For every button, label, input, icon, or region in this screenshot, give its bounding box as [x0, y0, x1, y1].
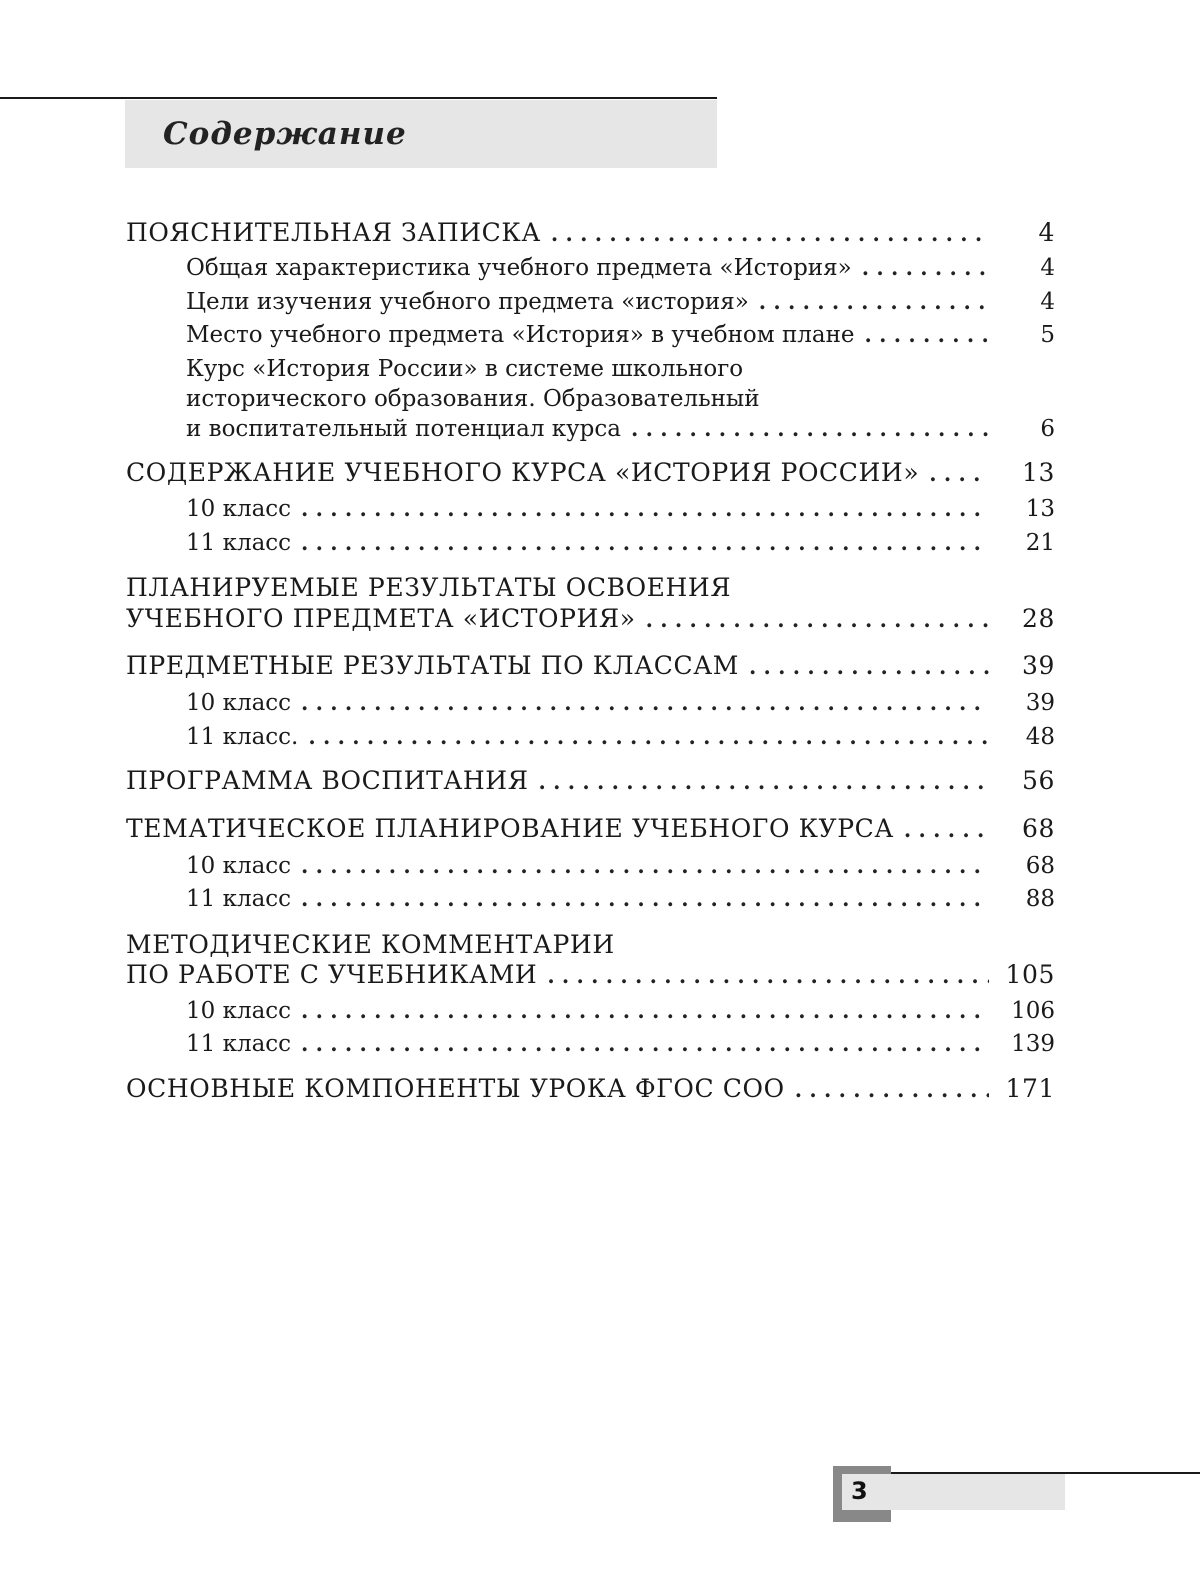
toc-entry-title: ПРОГРАММА ВОСПИТАНИЯ: [126, 766, 529, 795]
dot-leader: [539, 769, 989, 794]
toc-subentry[interactable]: [186, 289, 1055, 323]
page-number: 3: [851, 1477, 868, 1505]
toc-entry[interactable]: [126, 766, 1055, 800]
toc-entry-title: 10 класс: [186, 496, 292, 522]
toc-entry-title: 11 класс: [186, 530, 292, 556]
dot-leader: [301, 1031, 989, 1056]
dot-leader: [301, 853, 989, 878]
toc-entry[interactable]: [126, 218, 1055, 252]
toc-entry-page: 139: [1011, 1031, 1055, 1057]
toc-entry-page: 4: [1040, 255, 1055, 281]
toc-subentry[interactable]: [186, 322, 1055, 356]
toc-entry-page: 68: [1021, 814, 1055, 843]
toc-entry-title-line: исторического образования. Образовательный: [186, 386, 760, 412]
toc-entry-page: 39: [1025, 690, 1055, 716]
toc-entry-page: 28: [1021, 604, 1055, 633]
toc-subentry[interactable]: [186, 853, 1055, 887]
toc-entry-page: 88: [1025, 886, 1055, 912]
toc-entry-page: 21: [1025, 530, 1055, 556]
toc-subentry-line[interactable]: [186, 386, 1055, 420]
toc-entry-title: Общая характеристика учебного предмета «История»: [186, 255, 852, 281]
toc-entry-page: 56: [1021, 766, 1055, 795]
toc-entry-title: Место учебного предмета «История» в учебном плане: [186, 322, 855, 348]
toc-entry-title-line: ПЛАНИРУЕМЫЕ РЕЗУЛЬТАТЫ ОСВОЕНИЯ: [126, 573, 732, 602]
dot-leader: [862, 255, 989, 280]
dot-leader: [308, 724, 989, 749]
toc-entry-page: 105: [1005, 960, 1055, 989]
toc-subentry-line[interactable]: [186, 356, 1055, 390]
toc-entry[interactable]: [126, 1074, 1055, 1108]
toc-subentry[interactable]: [186, 998, 1055, 1032]
dot-leader: [795, 1077, 989, 1102]
toc-entry[interactable]: [126, 604, 1055, 638]
toc-entry-title: ТЕМАТИЧЕСКОЕ ПЛАНИРОВАНИЕ УЧЕБНОГО КУРСА: [126, 814, 894, 843]
toc-entry[interactable]: [126, 458, 1055, 492]
dot-leader: [551, 221, 989, 246]
toc-subentry[interactable]: [186, 255, 1055, 289]
toc-entry-page: 4: [1040, 289, 1055, 315]
toc-entry-title: ПОЯСНИТЕЛЬНАЯ ЗАПИСКА: [126, 218, 541, 247]
toc-entry-page: 4: [1038, 218, 1055, 247]
toc-entry-title: 10 класс: [186, 853, 292, 879]
toc-entry-title-line: Курс «История России» в системе школьного: [186, 356, 744, 382]
dot-leader: [547, 963, 989, 988]
toc-entry-page: 13: [1021, 458, 1055, 487]
toc-entry-title-line: МЕТОДИЧЕСКИЕ КОММЕНТАРИИ: [126, 930, 615, 959]
toc-subentry[interactable]: [186, 886, 1055, 920]
page-title: Содержание: [163, 116, 407, 152]
toc-entry-page: 5: [1040, 322, 1055, 348]
dot-leader: [904, 817, 989, 842]
toc-entry-line[interactable]: [126, 573, 1055, 607]
toc-entry-title: 10 класс: [186, 690, 292, 716]
toc-entry-page: 106: [1011, 998, 1055, 1024]
toc-entry-title: ОСНОВНЫЕ КОМПОНЕНТЫ УРОКА ФГОС СОО: [126, 1074, 785, 1103]
dot-leader: [301, 496, 989, 521]
toc-entry-title-line: ПО РАБОТЕ С УЧЕБНИКАМИ: [126, 960, 538, 989]
toc-subentry[interactable]: [186, 416, 1055, 450]
dot-leader: [759, 289, 989, 314]
toc-entry-page: 6: [1040, 416, 1055, 442]
dot-leader: [301, 690, 989, 715]
toc-subentry[interactable]: [186, 724, 1055, 758]
toc-entry-page: 171: [1005, 1074, 1055, 1103]
toc-entry-page: 48: [1025, 724, 1055, 750]
toc-entry[interactable]: [126, 960, 1055, 994]
toc-entry-title: 11 класс: [186, 1031, 292, 1057]
toc-entry-title: Цели изучения учебного предмета «история»: [186, 289, 749, 315]
toc-subentry[interactable]: [186, 1031, 1055, 1065]
toc-subentry[interactable]: [186, 496, 1055, 530]
toc-entry-title: 11 класс.: [186, 724, 299, 750]
dot-leader: [301, 998, 989, 1023]
toc-entry[interactable]: [126, 814, 1055, 848]
toc-entry[interactable]: [126, 651, 1055, 685]
dot-leader: [646, 607, 989, 632]
toc-entry-title: 10 класс: [186, 998, 292, 1024]
dot-leader: [631, 416, 989, 441]
toc-subentry[interactable]: [186, 690, 1055, 724]
toc-subentry[interactable]: [186, 530, 1055, 564]
toc-entry-page: 13: [1025, 496, 1055, 522]
toc-entry-title: СОДЕРЖАНИЕ УЧЕБНОГО КУРСА «ИСТОРИЯ РОССИИ»: [126, 458, 920, 487]
toc-entry-line[interactable]: [126, 930, 1055, 964]
dot-leader: [929, 461, 989, 486]
toc-entry-title: 11 класс: [186, 886, 292, 912]
toc-entry-page: 39: [1021, 651, 1055, 680]
toc-entry-title-line: и воспитательный потенциал курса: [186, 416, 621, 442]
dot-leader: [301, 530, 989, 555]
toc-entry-title-line: УЧЕБНОГО ПРЕДМЕТА «ИСТОРИЯ»: [126, 604, 636, 633]
dot-leader: [865, 322, 989, 347]
dot-leader: [749, 654, 989, 679]
dot-leader: [301, 886, 989, 911]
toc-entry-page: 68: [1025, 853, 1055, 879]
toc-entry-title: ПРЕДМЕТНЫЕ РЕЗУЛЬТАТЫ ПО КЛАССАМ: [126, 651, 739, 680]
